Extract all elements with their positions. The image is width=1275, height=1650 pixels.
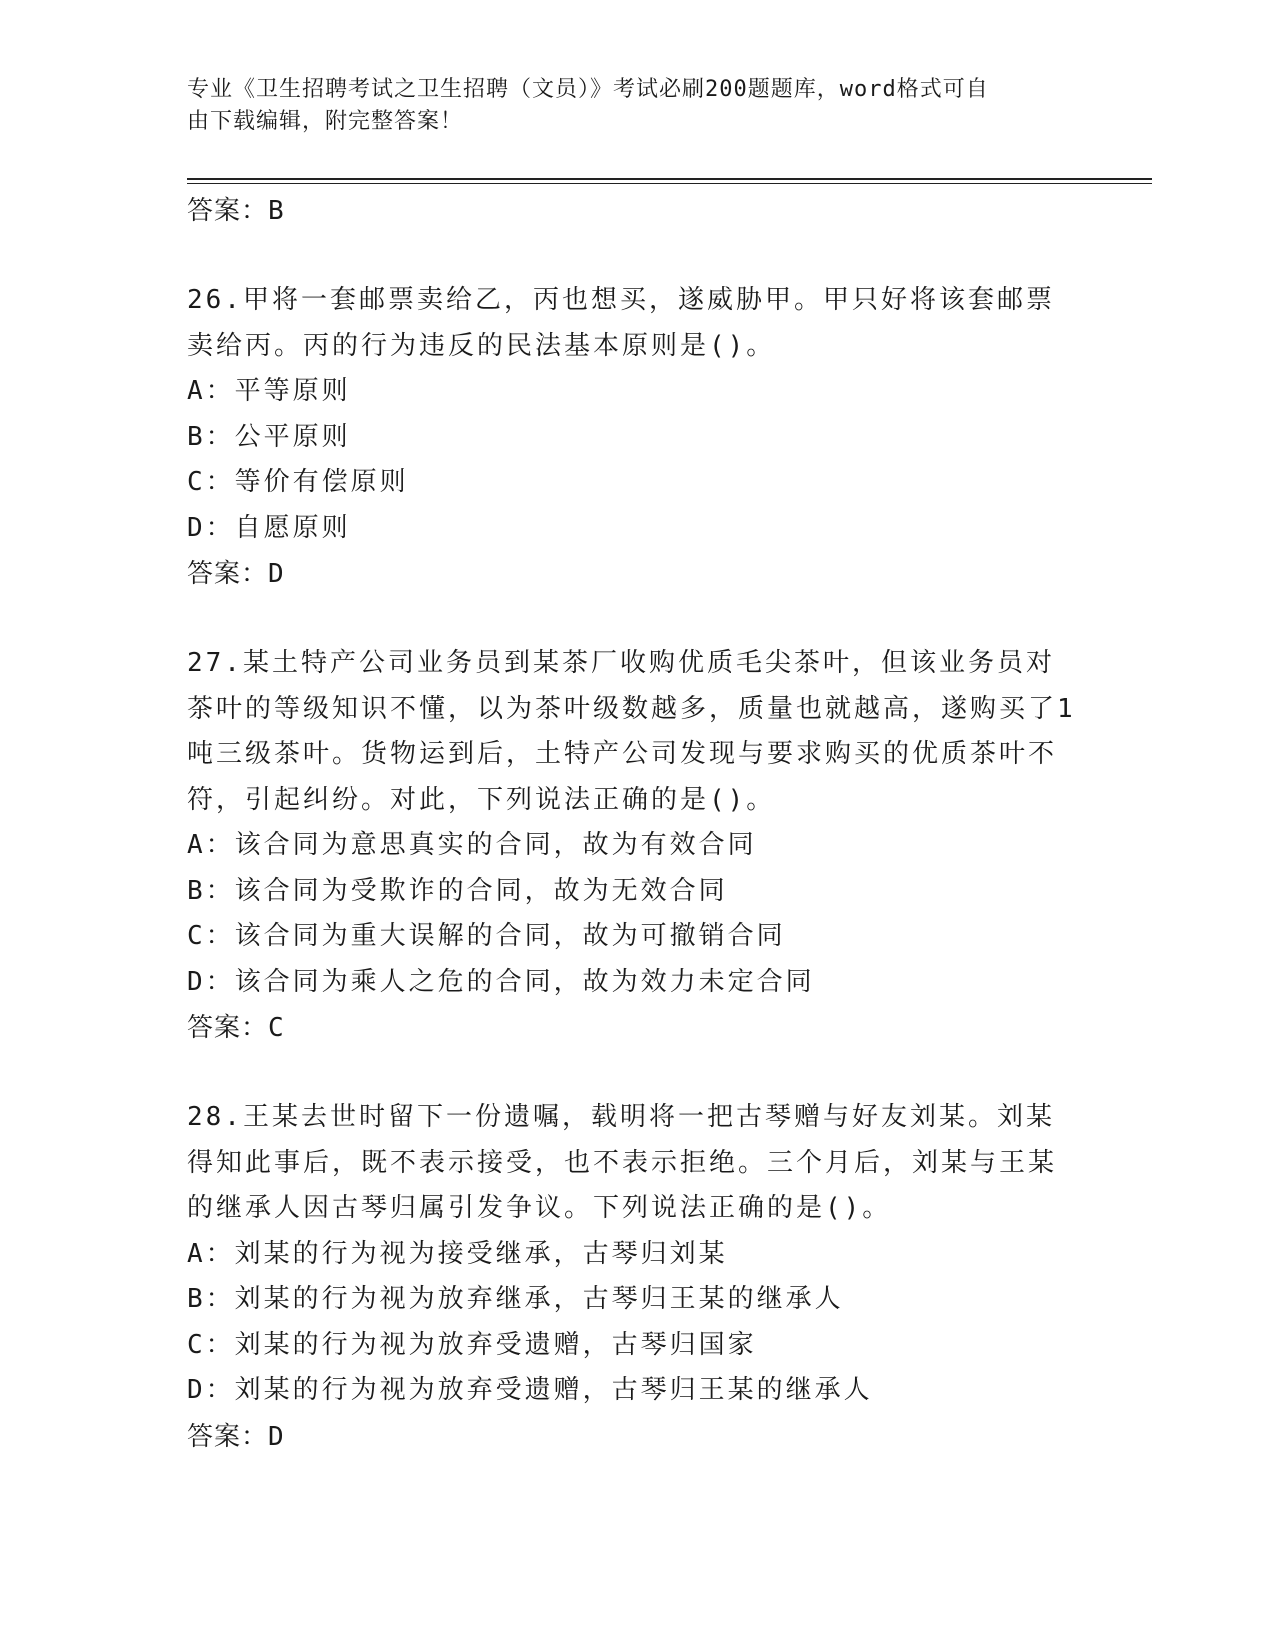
option-c: C：等价有偿原则 (187, 467, 409, 497)
question-stem: 28.王某去世时留下一份遗嘱，载明将一把古琴赠与好友刘某。刘某得知此事后，既不表示接受，也不表示拒绝。三个月后，刘某与王某的继承人因古琴归属引发争议。下列说法正确的是()。 (187, 1102, 1058, 1223)
option-a: A：刘某的行为视为接受继承，古琴归刘某 (187, 1238, 728, 1269)
answer-value: D (268, 1421, 285, 1452)
header-divider-thick (187, 178, 1152, 180)
option-a: A：平等原则 (187, 376, 351, 406)
option-d: D：该合同为乘人之危的合同，故为效力未定合同 (187, 966, 815, 997)
question-stem: 26.甲将一套邮票卖给乙，丙也想买，遂威胁甲。甲只好将该套邮票卖给丙。丙的行为违反的民法基本原则是()。 (187, 285, 1055, 361)
option-b: B：公平原则 (187, 421, 351, 452)
question-26 (187, 278, 1077, 597)
option-b: B：刘某的行为视为放弃继承，古琴归王某的继承人 (187, 1284, 844, 1314)
question-list (187, 188, 1077, 1460)
answer-label: 答案： (187, 196, 269, 226)
header-divider-thin (187, 183, 1152, 184)
answer-value: D (268, 559, 285, 589)
option-c: C：该合同为重大误解的合同，故为可撤销合同 (187, 921, 786, 951)
answer-label: 答案： (187, 559, 269, 589)
answer-value: C (268, 1013, 285, 1043)
answer-label: 答案： (187, 1013, 269, 1043)
question-28 (187, 1095, 1077, 1460)
header-line-1: 专业《卫生招聘考试之卫生招聘（文员）》考试必刷200题题库，word格式可自 (187, 77, 989, 102)
option-c: C：刘某的行为视为放弃受遗赠，古琴归国家 (187, 1329, 757, 1360)
header-line-2: 由下载编辑，附完整答案！ (187, 109, 464, 134)
option-a: A：该合同为意思真实的合同，故为有效合同 (187, 830, 757, 860)
document-header (187, 74, 1087, 138)
option-d: D：自愿原则 (187, 512, 351, 543)
question-answer (187, 1005, 1077, 1051)
option-b: B：该合同为受欺诈的合同，故为无效合同 (187, 875, 728, 906)
previous-answer (187, 188, 1077, 234)
answer-value: B (268, 196, 285, 226)
option-d: D：刘某的行为视为放弃受遗赠，古琴归王某的继承人 (187, 1375, 873, 1405)
answer-label: 答案： (187, 1421, 269, 1452)
question-answer (187, 551, 1077, 597)
question-stem: 27.某土特产公司业务员到某茶厂收购优质毛尖茶叶，但该业务员对茶叶的等级知识不懂，以为茶叶级数越多，质量也就越高，遂购买了1吨三级茶叶。货物运到后，土特产公司发现与要求购买的优质茶叶不符，引起纠纷。对此，下列说法正确的是()。 (187, 648, 1076, 815)
question-27 (187, 641, 1077, 1051)
question-answer (187, 1414, 1077, 1460)
